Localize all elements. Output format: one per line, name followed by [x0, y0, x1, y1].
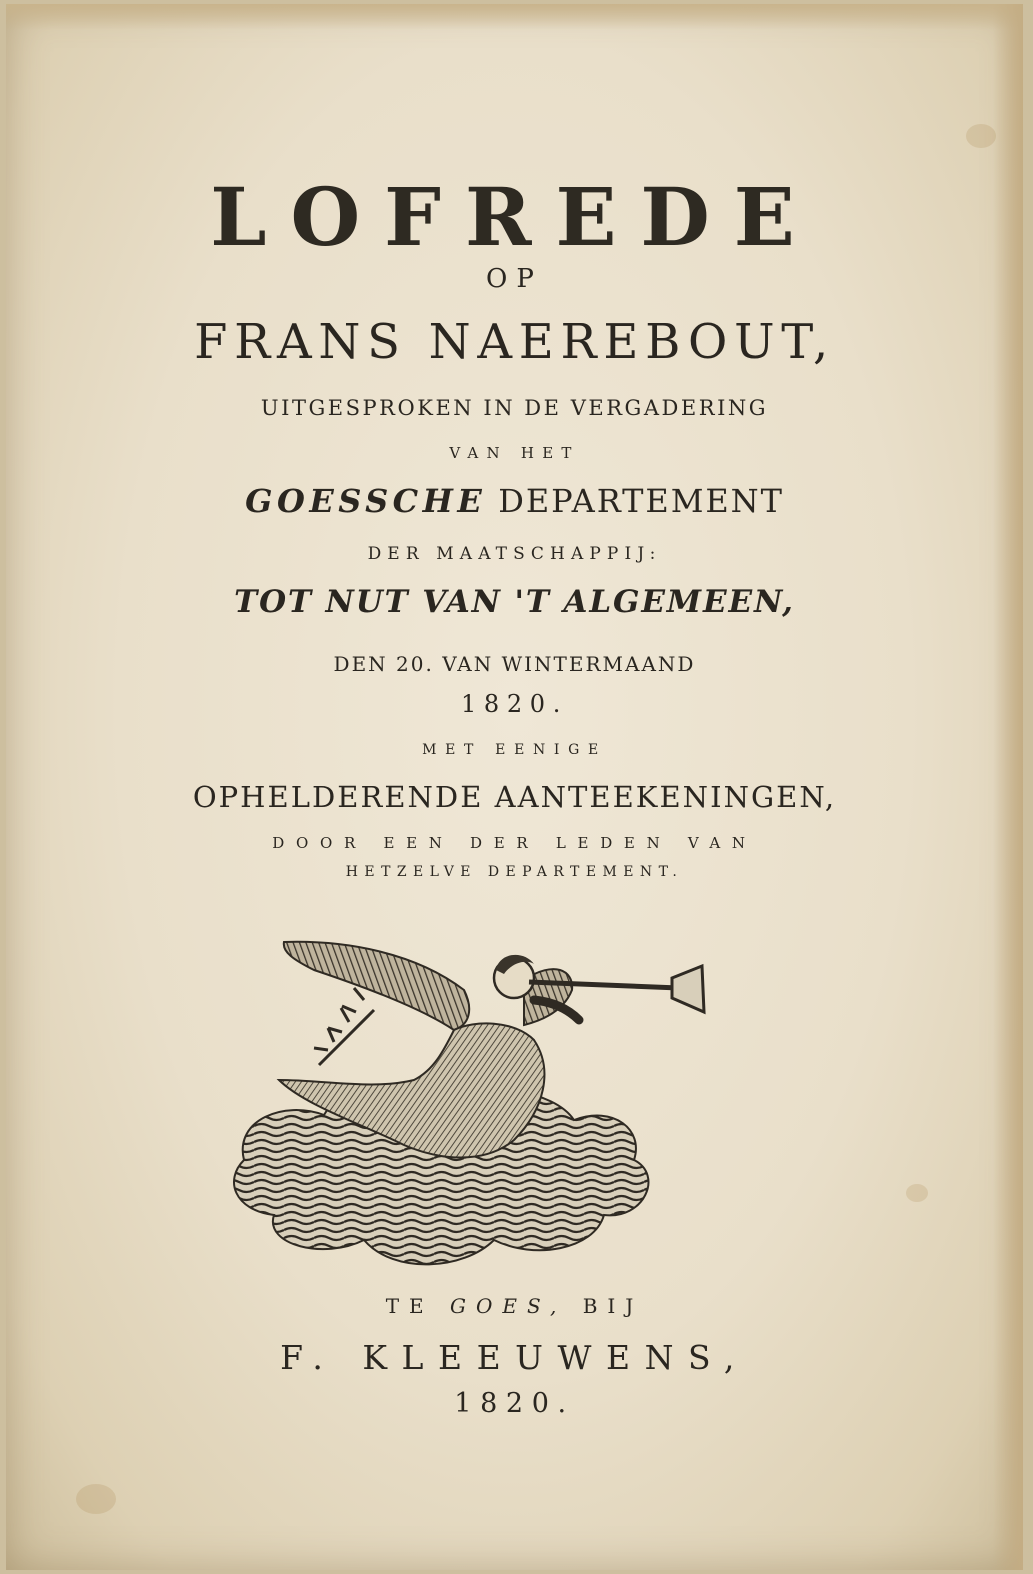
met-eenige-line: MET EENIGE	[422, 742, 607, 758]
spoken-line: UITGESPROKEN IN DE VERGADERING	[260, 396, 769, 420]
title-page	[6, 4, 1023, 1570]
department-line	[6, 482, 1023, 520]
van-het-line: VAN HET	[449, 444, 580, 462]
imprint-prefix: TE	[385, 1294, 434, 1318]
imprint-year: 1820.	[454, 1388, 575, 1419]
imprint-town: GOES,	[450, 1294, 567, 1318]
foxing-spot	[966, 124, 996, 148]
notes-line: OPHELDERENDE AANTEEKENINGEN,	[192, 780, 837, 814]
foxing-spot	[76, 1484, 116, 1514]
date-line: DEN 20. VAN WINTERMAAND	[333, 652, 696, 676]
imprint-suffix: BIJ	[582, 1294, 644, 1318]
society-line: DER MAATSCHAPPIJ:	[367, 544, 662, 564]
book-title: LOFREDE	[210, 170, 819, 264]
imprint-place	[6, 1294, 1023, 1318]
department-italic: GOESSCHE	[245, 482, 487, 520]
foxing-spot	[906, 1184, 928, 1202]
author-line-2: HETZELVE DEPARTEMENT.	[345, 864, 684, 880]
angel-trumpet-icon	[224, 930, 724, 1290]
author-line-1: DOOR EEN DER LEDEN VAN	[272, 834, 757, 852]
year-line: 1820.	[460, 690, 569, 718]
paper-top-edge	[6, 4, 1023, 30]
imprint-printer: F. KLEEUWENS,	[280, 1338, 749, 1377]
department-rest: DEPARTEMENT	[498, 482, 784, 520]
op-line: OP	[485, 264, 543, 294]
society-motto: TOT NUT VAN 'T ALGEMEEN,	[234, 584, 795, 620]
subject-name: FRANS NAEREBOUT,	[194, 314, 835, 370]
